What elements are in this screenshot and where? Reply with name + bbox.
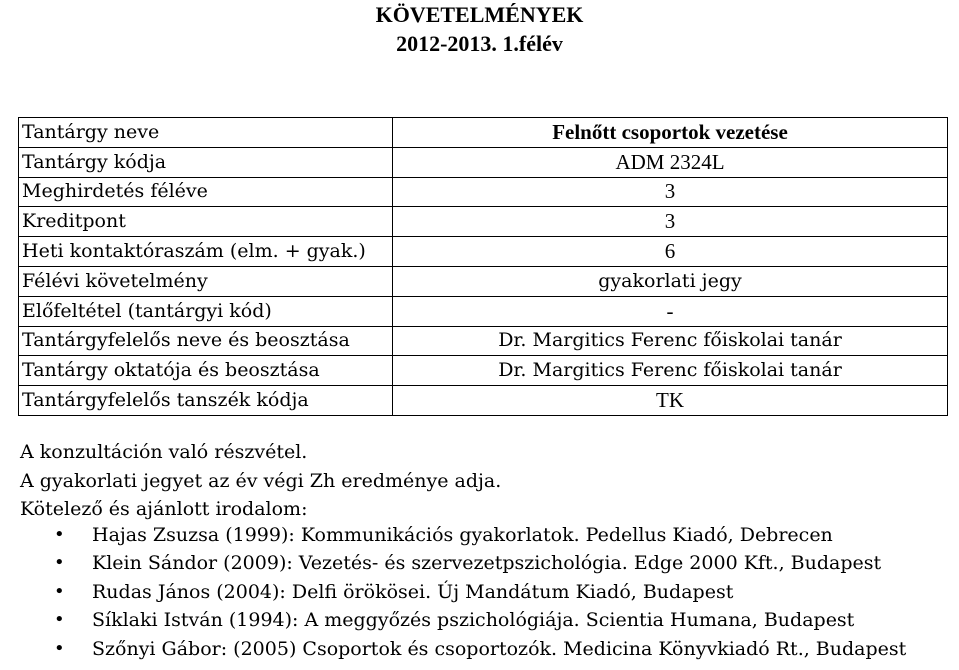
grading-rule: A gyakorlati jegyet az év végi Zh eredménye adja. xyxy=(20,470,502,492)
course-info-table xyxy=(18,117,948,416)
row-value: Dr. Margitics Ferenc főiskolai tanár xyxy=(393,356,948,386)
table-row xyxy=(19,356,948,386)
literature-entry: Szőnyi Gábor: (2005) Csoportok és csoportozók. Medicina Könyvkiadó Rt., Budapest xyxy=(92,637,907,660)
table-row xyxy=(19,386,948,416)
table-row xyxy=(19,237,948,267)
row-value: TK xyxy=(393,386,948,416)
row-value: 3 xyxy=(393,177,948,207)
literature-heading: Kötelező és ajánlott irodalom: xyxy=(20,498,308,520)
bullet-icon: • xyxy=(54,552,65,574)
row-value: 6 xyxy=(393,237,948,267)
row-label: Meghirdetés féléve xyxy=(19,177,393,207)
literature-entry: Rudas János (2004): Delfi örökösei. Új Mandátum Kiadó, Budapest xyxy=(92,580,734,603)
table-row xyxy=(19,207,948,237)
table-row xyxy=(19,177,948,207)
row-value: gyakorlati jegy xyxy=(393,266,948,296)
literature-entry: Hajas Zsuzsa (1999): Kommunikációs gyakorlatok. Pedellus Kiadó, Debrecen xyxy=(92,524,833,546)
row-value: - xyxy=(393,296,948,326)
table-row xyxy=(19,147,948,177)
row-label: Tantárgy oktatója és beosztása xyxy=(19,356,393,386)
row-label: Tantárgy kódja xyxy=(19,147,393,177)
page-title: KÖVETELMÉNYEK xyxy=(375,2,584,27)
literature-entry: Síklaki István (1994): A meggyőzés pszichológiája. Scientia Humana, Budapest xyxy=(92,609,855,632)
row-value: ADM 2324L xyxy=(393,147,948,177)
list-item xyxy=(54,637,907,668)
row-label: Tantárgyfelelős tanszék kódja xyxy=(19,386,393,416)
bullet-icon: • xyxy=(54,524,65,545)
row-value: Dr. Margitics Ferenc főiskolai tanár xyxy=(393,326,948,356)
row-label: Tantárgyfelelős neve és beosztása xyxy=(19,326,393,356)
row-value: 3 xyxy=(393,207,948,237)
row-value: Felnőtt csoportok vezetése xyxy=(393,118,948,148)
table-row xyxy=(19,118,948,148)
row-label: Előfeltétel (tantárgyi kód) xyxy=(19,296,393,326)
bullet-icon: • xyxy=(54,580,65,602)
bullet-icon: • xyxy=(54,637,65,659)
table-row xyxy=(19,296,948,326)
list-item xyxy=(54,554,906,582)
literature-entry: Klein Sándor (2009): Vezetés- és szervezetpszichológia. Edge 2000 Kft., Budapest xyxy=(92,552,882,575)
list-item xyxy=(54,526,906,554)
row-label: Félévi követelmény xyxy=(19,266,393,296)
literature-list xyxy=(54,526,906,668)
table-row xyxy=(19,326,948,356)
row-label: Tantárgy neve xyxy=(19,118,393,148)
bullet-icon: • xyxy=(54,609,65,631)
row-label: Heti kontaktóraszám (elm. + gyak.) xyxy=(19,237,393,267)
row-label: Kreditpont xyxy=(19,207,393,237)
list-item xyxy=(54,611,906,639)
semester-subtitle: 2012-2013. 1.félév xyxy=(396,31,563,56)
list-item xyxy=(54,580,906,611)
consultation-requirement: A konzultáción való részvétel. xyxy=(20,441,308,463)
table-row xyxy=(19,266,948,296)
